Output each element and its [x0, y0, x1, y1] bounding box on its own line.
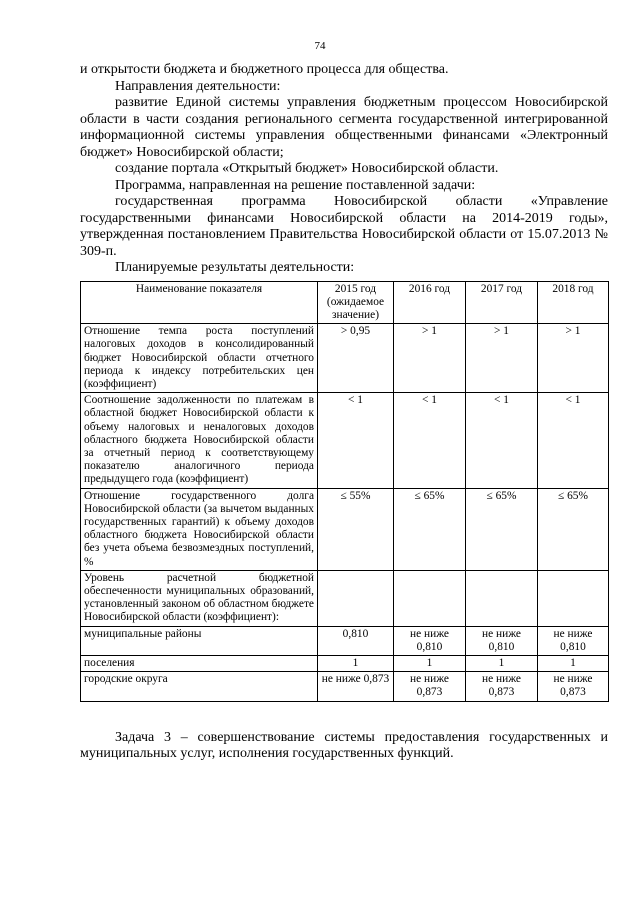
value-2015: 1	[318, 655, 394, 671]
value-2017: не ниже 0,810	[466, 626, 538, 655]
header-2017: 2017 год	[466, 281, 538, 324]
value-2018	[538, 570, 609, 626]
table-row	[81, 672, 609, 701]
value-2015	[318, 570, 394, 626]
value-2017: не ниже 0,873	[466, 672, 538, 701]
value-2016: ≤ 65%	[394, 488, 466, 570]
value-2016: 1	[394, 655, 466, 671]
value-2018: > 1	[538, 324, 609, 393]
value-2016: не ниже 0,810	[394, 626, 466, 655]
table-row	[81, 488, 609, 570]
value-2017: 1	[466, 655, 538, 671]
value-2017	[466, 570, 538, 626]
value-2016	[394, 570, 466, 626]
indicator-name: Соотношение задолженности по платежам в областной бюджет Новосибирской области к объему налоговых и неналоговых доходов областного бюджета Новосибирской области за отчетный период к соответствующему показателю аналогичного периода предыдущего года (коэффициент)	[81, 393, 318, 488]
header-indicator-name: Наименование показателя	[81, 281, 318, 324]
value-2018: < 1	[538, 393, 609, 488]
value-2015: > 0,95	[318, 324, 394, 393]
table-row	[81, 655, 609, 671]
table-row	[81, 570, 609, 626]
value-2015: не ниже 0,873	[318, 672, 394, 701]
paragraph: Направления деятельности:	[115, 78, 281, 94]
table-row	[81, 324, 609, 393]
value-2018: не ниже 0,810	[538, 626, 609, 655]
indicator-name: муниципальные районы	[81, 626, 318, 655]
value-2017: > 1	[466, 324, 538, 393]
paragraph: Планируемые результаты деятельности:	[115, 260, 355, 275]
paragraph: развитие Единой системы управления бюджетным процессом Новосибирской области в части создания регионального сегмента государственной интегрированной информационной системы управления общественными финансами «Электронный бюджет» Новосибирской области;	[80, 95, 608, 160]
page-number: 74	[314, 40, 326, 52]
header-2015: 2015 год (ожидаемое значение)	[318, 281, 394, 324]
value-2015: < 1	[318, 393, 394, 488]
indicator-name: Отношение темпа роста поступлений налоговых доходов в консолидированный бюджет Новосибирской области отчетного периода к индексу потребительских цен (коэффициент)	[81, 324, 318, 393]
value-2018: 1	[538, 655, 609, 671]
value-2017: < 1	[466, 393, 538, 488]
value-2018: не ниже 0,873	[538, 672, 609, 701]
value-2015: 0,810	[318, 626, 394, 655]
table-row	[81, 393, 609, 488]
paragraph: создание портала «Открытый бюджет» Новосибирской области.	[115, 161, 499, 176]
value-2015: ≤ 55%	[318, 488, 394, 570]
header-2016: 2016 год	[394, 281, 466, 324]
paragraph: и открытости бюджета и бюджетного процесса для общества.	[80, 62, 449, 77]
value-2017: ≤ 65%	[466, 488, 538, 570]
document-body	[80, 62, 608, 763]
value-2018: ≤ 65%	[538, 488, 609, 570]
paragraph-task-3: Задача 3 – совершенствование системы предоставления государственных и муниципальных услуг, исполнения государственных функций.	[80, 729, 608, 762]
results-table	[80, 281, 609, 702]
value-2016: > 1	[394, 324, 466, 393]
paragraph: Программа, направленная на решение поставленной задачи:	[115, 177, 476, 193]
value-2016: не ниже 0,873	[394, 672, 466, 701]
indicator-name: Отношение государственного долга Новосибирской области (за вычетом выданных государственных гарантий) к объему доходов областного бюджета Новосибирской области без учета объема безвозмездных поступлений, %	[81, 488, 318, 570]
indicator-name: Уровень расчетной бюджетной обеспеченности муниципальных образований, установленный законом об областном бюджете Новосибирской области (коэффициент):	[81, 570, 318, 626]
table-row	[81, 626, 609, 655]
value-2016: < 1	[394, 393, 466, 488]
indicator-name: поселения	[81, 655, 318, 671]
paragraph: государственная программа Новосибирской области «Управление государственными финансами Новосибирской области на 2014-2019 годы», утвержденная постановлением Правительства Новосибирской области от 15.07.2013 № 309-п.	[80, 194, 608, 259]
table-header-row	[81, 281, 609, 324]
indicator-name: городские округа	[81, 672, 318, 701]
header-2018: 2018 год	[538, 281, 609, 324]
